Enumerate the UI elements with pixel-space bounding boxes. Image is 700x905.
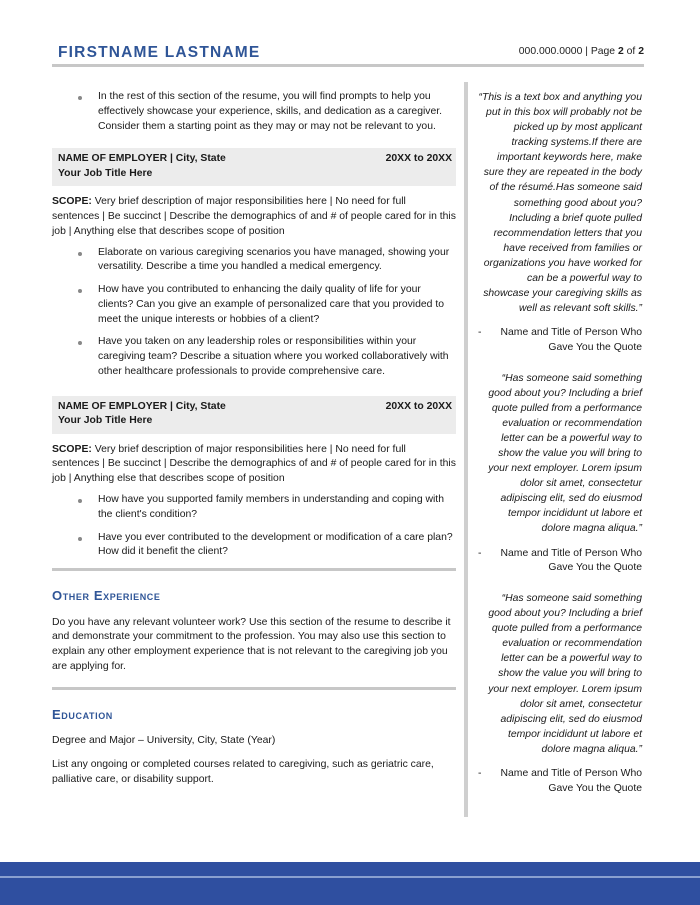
page-header bbox=[52, 42, 644, 64]
testimonial-quote: “Has someone said something good about you? Including a brief quote pulled from a performance evaluation or recommendation letter can be a powerful way to show the value you will bring to your next employer. Lorem ipsum dolor sit amet, consectetur adipiscing elit, sed do eiusmod tempor incididunt ut labore et dolore magna aliqua.” bbox=[488, 593, 642, 755]
scope-description bbox=[52, 195, 456, 239]
employment-dates: 20XX to 20XX bbox=[385, 400, 452, 412]
header-divider bbox=[52, 64, 644, 67]
scope-label: SCOPE: bbox=[52, 443, 92, 455]
page-total: 2 bbox=[638, 46, 644, 57]
candidate-name: FIRSTNAME LASTNAME bbox=[58, 44, 261, 61]
section-divider bbox=[52, 687, 456, 690]
attribution-text: Name and Title of Person Who Gave You the Quote bbox=[500, 327, 642, 353]
testimonial-quote: “Has someone said something good about you? Including a brief quote pulled from a performance evaluation or recommendation letter can be a powerful way to show the value you will bring to your next employer. Lorem ipsum dolor sit amet, consectetur adipiscing elit, sed do eiusmod tempor incididunt ut labore et dolore magna aliqua.” bbox=[488, 372, 642, 535]
job-bullet: Have you ever contributed to the development or modification of a care plan? How did it benefit the client? bbox=[52, 531, 456, 561]
education-heading: Education bbox=[52, 706, 113, 722]
quote-attribution bbox=[478, 326, 642, 356]
intro-bullet: In the rest of this section of the resume, you will find prompts to help you effectively showcase your experience, skills, and dedication as a caregiver. Consider them a starting point as they may or may not be relevant to you. bbox=[52, 90, 456, 134]
job-bullet-list bbox=[52, 493, 456, 560]
section-divider bbox=[52, 568, 456, 571]
job-bullet: Have you taken on any leadership roles or responsibilities within your caregiving team? Describe a situation where you worked collaboratively with other healthcare professionals to provide comprehensive care. bbox=[52, 335, 456, 379]
employer-header bbox=[52, 148, 456, 186]
header-contact bbox=[519, 45, 644, 60]
employer-name: NAME OF EMPLOYER | City, State bbox=[58, 153, 226, 165]
footer-band bbox=[0, 862, 700, 905]
page-current: 2 bbox=[617, 46, 624, 57]
footer-accent-line bbox=[0, 876, 700, 878]
education-degree: Degree and Major – University, City, State (Year) bbox=[52, 735, 276, 747]
column-divider bbox=[464, 82, 468, 817]
employer-header bbox=[52, 396, 456, 434]
other-experience-heading: Other Experience bbox=[52, 588, 161, 604]
job-bullet: How have you supported family members in understanding and coping with the client's condition? bbox=[52, 493, 456, 523]
job-bullet-list bbox=[52, 246, 456, 380]
education-courses: List any ongoing or completed courses related to caregiving, such as geriatric care, palliative care, or disability support. bbox=[52, 758, 434, 785]
scope-label: SCOPE: bbox=[52, 196, 92, 208]
quote-attribution bbox=[478, 767, 642, 797]
employer-name: NAME OF EMPLOYER | City, State bbox=[58, 400, 226, 412]
attribution-dash: - bbox=[478, 547, 482, 559]
intro-bullet-list bbox=[52, 90, 456, 134]
job-bullet: Elaborate on various caregiving scenarios you have managed, showing your versatility. Describe a time you handled a medical emergency. bbox=[52, 246, 456, 276]
page-of: of bbox=[623, 46, 639, 57]
main-column bbox=[52, 90, 456, 796]
employment-dates: 20XX to 20XX bbox=[385, 153, 452, 165]
page-prefix: | Page bbox=[585, 46, 618, 57]
attribution-text: Name and Title of Person Who Gave You the Quote bbox=[500, 547, 642, 574]
quote-attribution bbox=[478, 547, 642, 577]
scope-description bbox=[52, 443, 456, 487]
attribution-dash: - bbox=[478, 767, 482, 779]
job-title: Your Job Title Here bbox=[58, 168, 153, 180]
attribution-text: Name and Title of Person Who Gave You the Quote bbox=[500, 767, 642, 794]
phone-number: 000.000.0000 bbox=[518, 46, 583, 57]
other-experience-text: Do you have any relevant volunteer work? Use this section of the resume to describe it and demonstrate your commitment to the profession. You may also use this section to explain any other employment experience that is not relevant to the caregiving job you are applying for. bbox=[52, 616, 451, 672]
sidebar-column bbox=[478, 90, 642, 811]
job-title: Your Job Title Here bbox=[58, 415, 153, 427]
testimonial-quote: “This is a text box and anything you put in this box will probably not be picked up by most applicant tracking systems.If there are important keywords here, make sure they are repeated in the body of the résumé.Has someone said something good about you? Including a brief quote pulled recommendation letters that you have received from families or organizations you have worked for can be a powerful way to showcase your caregiving skills as well as relevant soft skills.” bbox=[478, 92, 642, 315]
attribution-dash: - bbox=[478, 327, 482, 339]
scope-text: Very brief description of major responsibilities here | No need for full sentences | Be succinct | Describe the demographics of and # of people cared for in this job | Anything else that describes scope of position bbox=[52, 443, 456, 485]
job-bullet: How have you contributed to enhancing the daily quality of life for your clients? Can you give an example of personalized care that you provided to meet the unique interests or hobbies of a client? bbox=[52, 283, 456, 327]
scope-text: Very brief description of major responsibilities here | No need for full sentences | Be succinct | Describe the demographics of and # of people cared for in this job | Anything else that describes scope of position bbox=[52, 196, 456, 237]
